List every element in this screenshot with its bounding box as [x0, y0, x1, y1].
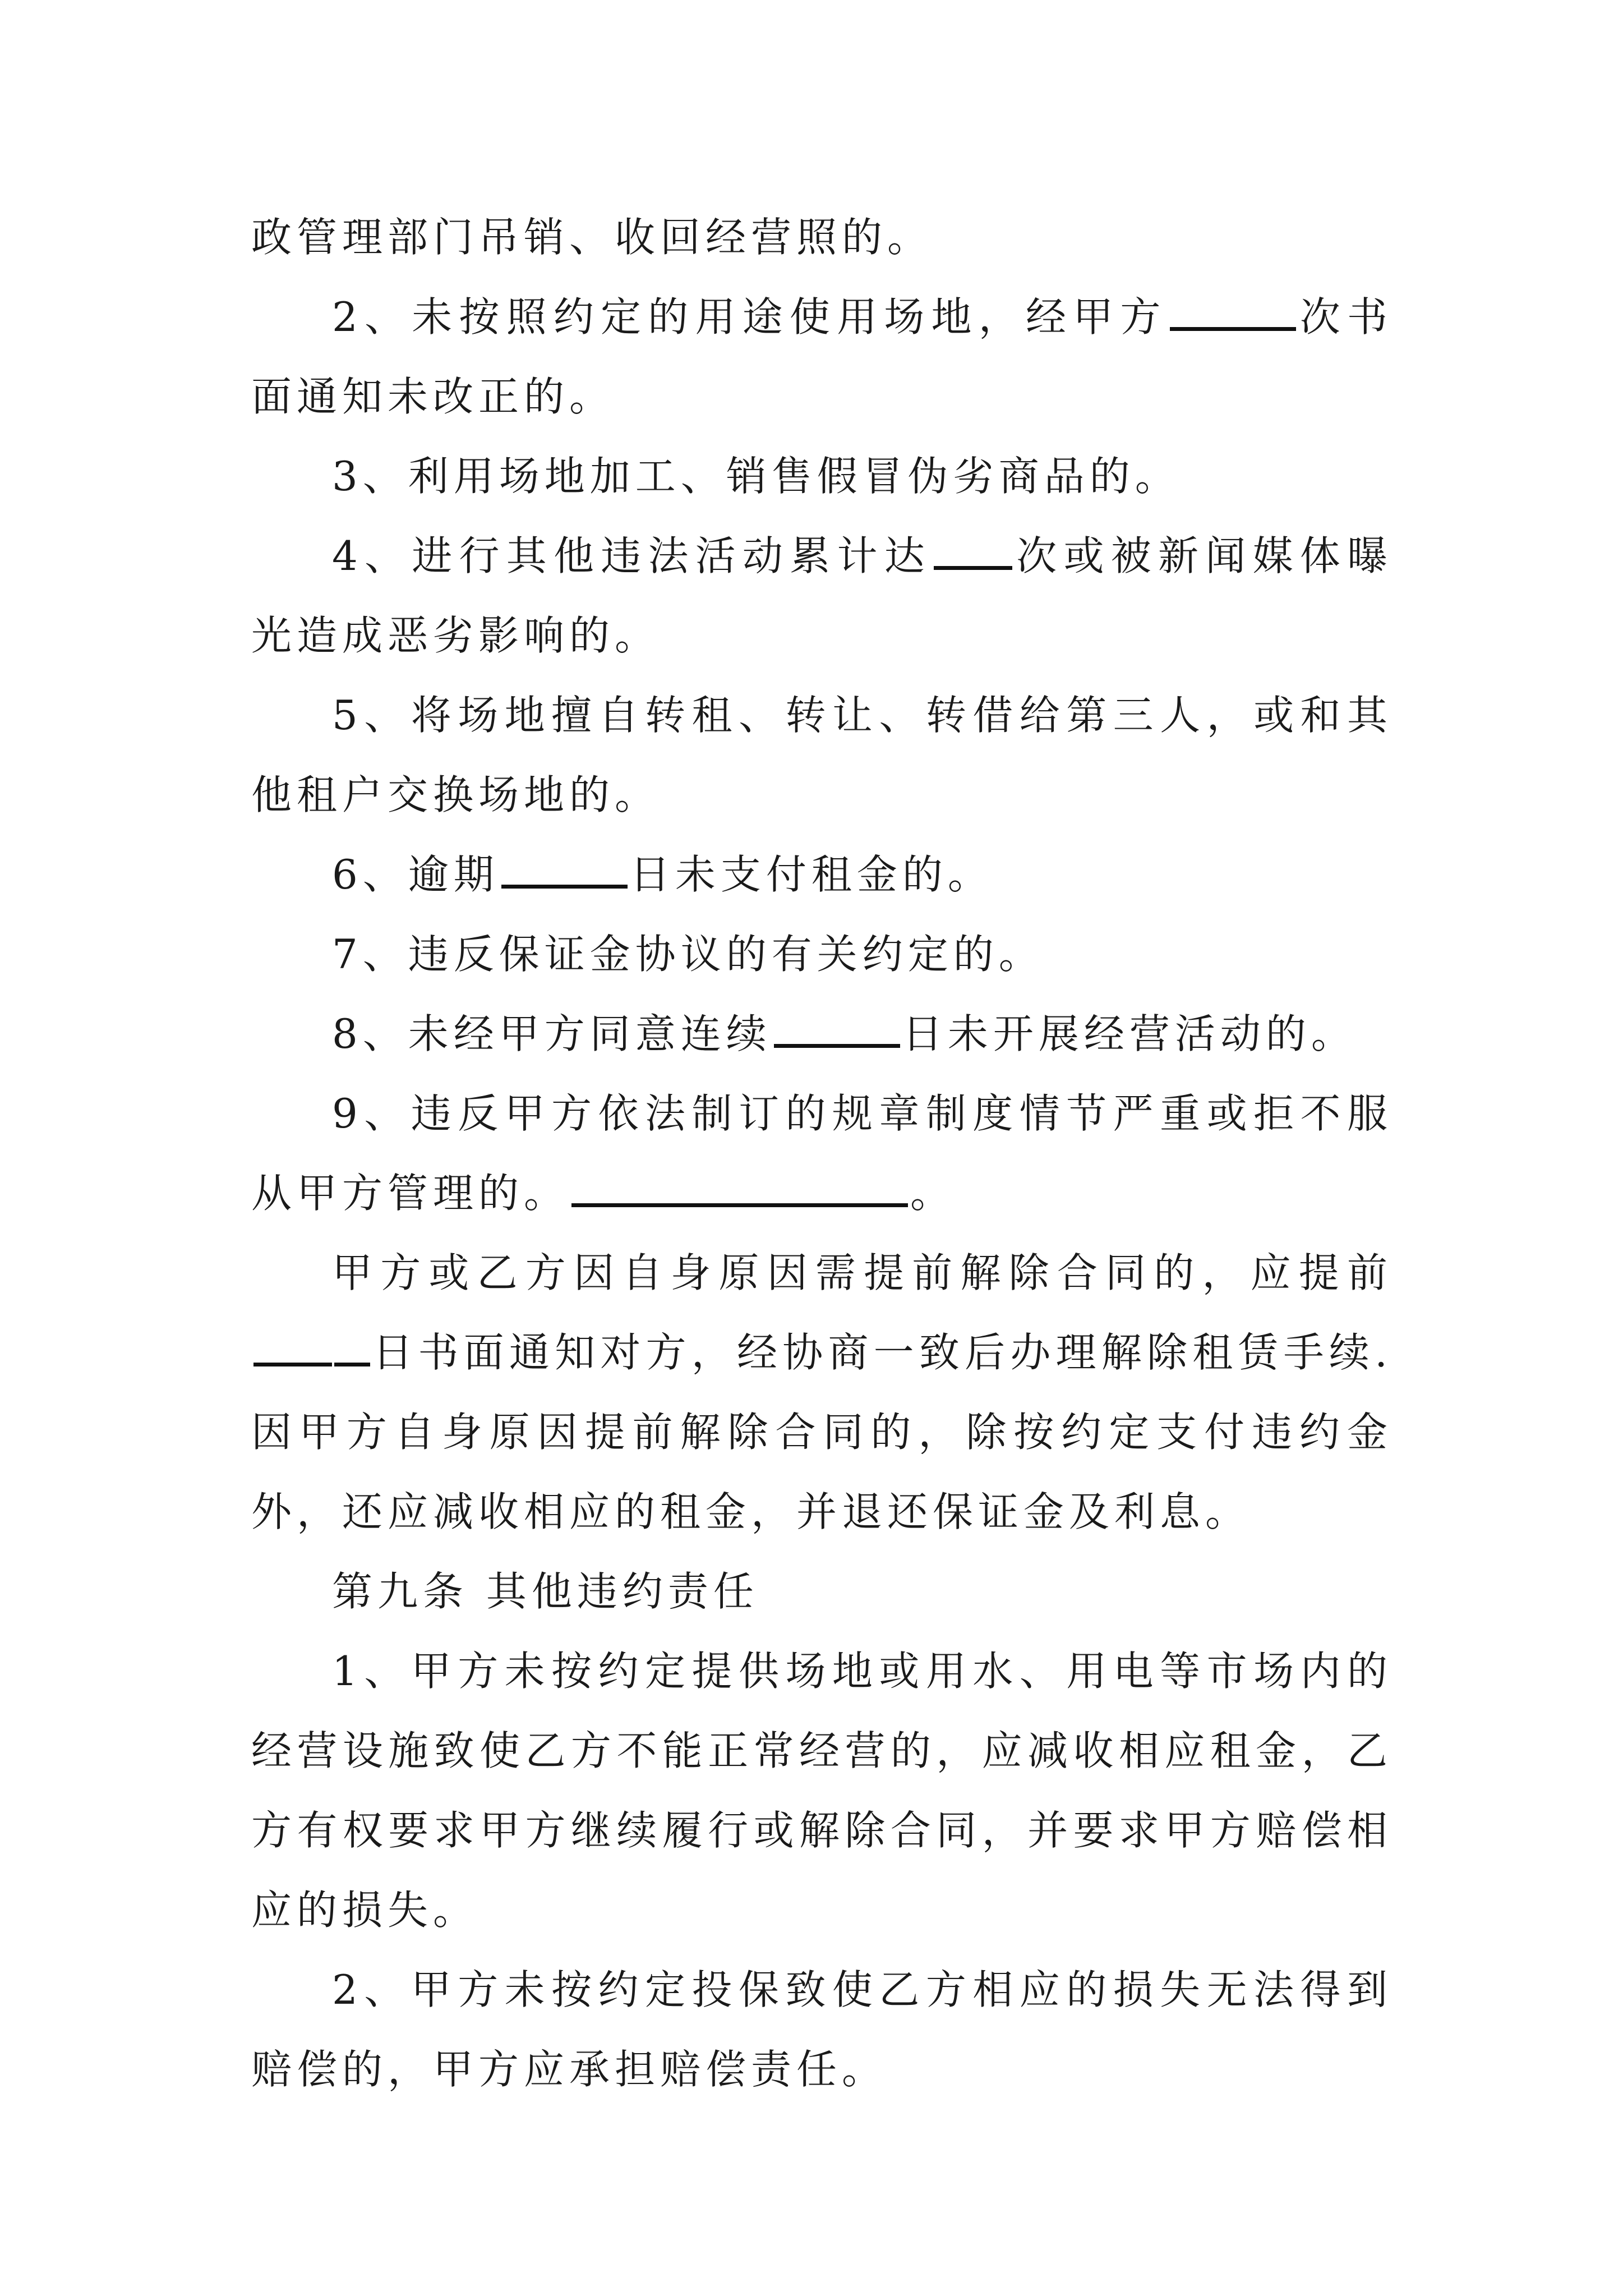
paragraph-text: 9、违反甲方依法制订的规章制度情节严重或拒不服从甲方管理的。	[251, 1090, 1393, 1217]
clause-item-5	[251, 675, 1393, 835]
clause-item-6	[251, 835, 1393, 914]
clause-item-4	[251, 516, 1393, 675]
clause-item-3	[251, 436, 1393, 516]
paragraph-text: 7、违反保证金协议的有关约定的。	[332, 931, 1044, 978]
paragraph-continuation	[251, 197, 1393, 277]
article-heading	[251, 1552, 1393, 1631]
paragraph-text: 1、甲方未按约定提供场地或用水、用电等市场内的经营设施致使乙方不能正常经营的，应减收相应租金，乙方有权要求甲方继续履行或解除合同，并要求甲方赔偿相应的损失。	[251, 1648, 1393, 1934]
fill-in-blank[interactable]	[934, 528, 1012, 570]
paragraph-text: 2、甲方未按约定投保致使乙方相应的损失无法得到赔偿的，甲方应承担赔偿责任。	[251, 1966, 1393, 2093]
liability-item-2	[251, 1950, 1393, 2109]
clause-item-8	[251, 994, 1393, 1074]
document-page	[251, 197, 1393, 2109]
paragraph-text: 6、逾期	[332, 851, 499, 898]
paragraph-text: 2、未按照约定的用途使用场地，经甲方	[332, 293, 1168, 341]
fill-in-blank[interactable]	[571, 1165, 908, 1207]
paragraph-text: 次或被新闻媒体曝光造成恶劣影响的。	[251, 532, 1393, 659]
paragraph-text: 5、将场地擅自转租、转让、转借给第三人，或和其他租户交换场地的。	[251, 692, 1393, 818]
early-termination-paragraph	[251, 1233, 1393, 1552]
paragraph-text: 日未开展经营活动的。	[902, 1010, 1357, 1057]
fill-in-blank[interactable]	[774, 1006, 900, 1048]
paragraph-text: 。	[910, 1170, 956, 1217]
paragraph-text: 日未支付租金的。	[629, 851, 993, 898]
liability-item-1	[251, 1631, 1393, 1950]
fill-in-blank[interactable]	[1170, 289, 1296, 331]
clause-item-7	[251, 914, 1393, 994]
fill-in-blank[interactable]	[253, 1324, 332, 1366]
article-title: 第九条 其他违约责任	[332, 1568, 759, 1615]
paragraph-text: 4、进行其他违法活动累计达	[332, 532, 932, 579]
fill-in-blank[interactable]	[501, 846, 628, 889]
paragraph-text: 日书面通知对方，经协商一致后办理解除租赁手续.因甲方自身原因提前解除合同的，除按约定支付违约金外，还应减收相应的租金，并退还保证金及利息。	[251, 1329, 1393, 1535]
paragraph-text: 3、利用场地加工、销售假冒伪劣商品的。	[332, 453, 1181, 500]
clause-item-9	[251, 1074, 1393, 1233]
paragraph-text: 政管理部门吊销、收回经营照的。	[251, 214, 933, 261]
clause-item-2	[251, 277, 1393, 436]
paragraph-text: 甲方或乙方因自身原因需提前解除合同的，应提前	[332, 1249, 1393, 1296]
paragraph-text: 次书面通知未改正的。	[251, 293, 1393, 420]
paragraph-text: 8、未经甲方同意连续	[332, 1010, 772, 1057]
fill-in-blank-continued[interactable]	[334, 1324, 370, 1366]
